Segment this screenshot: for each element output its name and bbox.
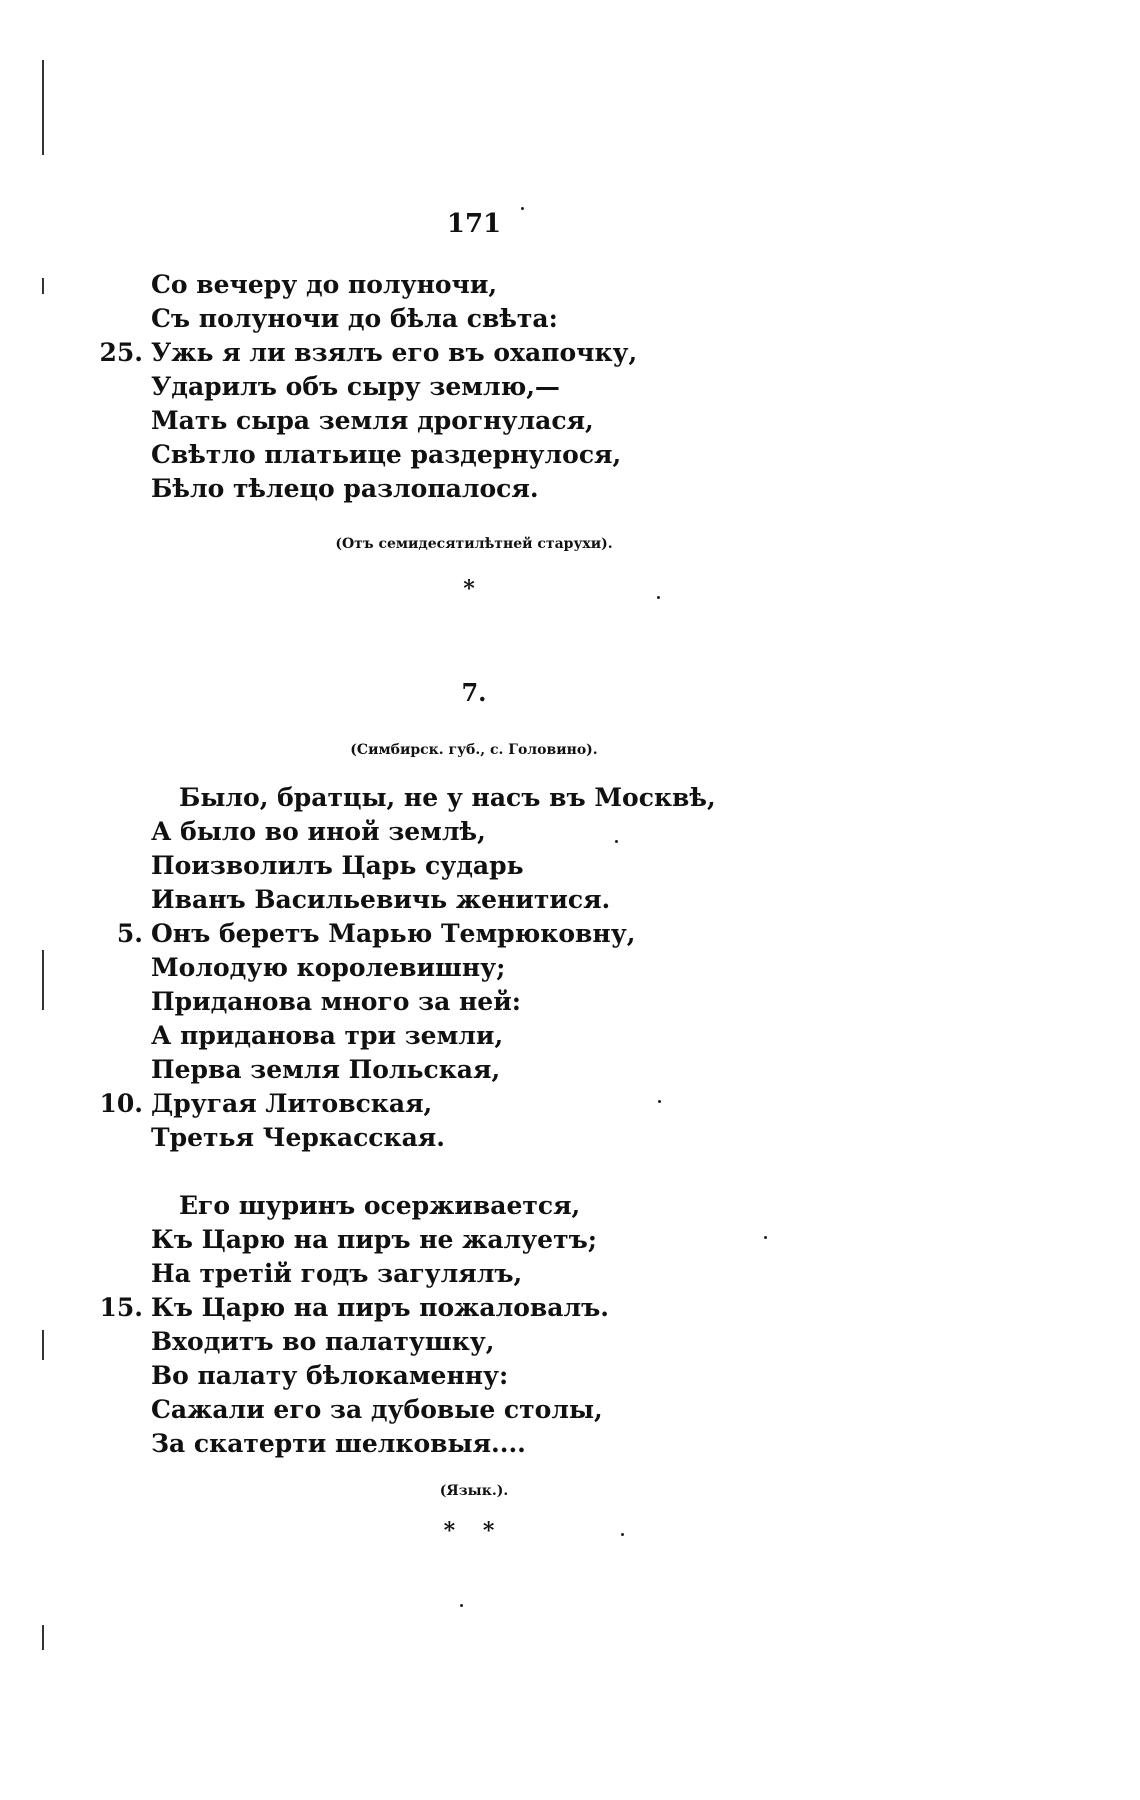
verse-line bbox=[151, 1053, 716, 1087]
scan-edge-line bbox=[42, 950, 44, 1010]
line-number: 15. bbox=[99, 1293, 143, 1322]
verse-line bbox=[99, 1087, 716, 1121]
scan-edge-line bbox=[42, 1330, 44, 1360]
ink-speck bbox=[764, 1236, 767, 1239]
verse-line bbox=[151, 472, 637, 506]
verse-line bbox=[151, 438, 637, 472]
section-source: (Симбирск. губ., с. Головино). bbox=[350, 742, 598, 758]
verse-line bbox=[151, 404, 637, 438]
line-number: 5. bbox=[116, 919, 143, 948]
verse-line bbox=[151, 1427, 609, 1461]
verse-line bbox=[151, 1121, 716, 1155]
source-note: (Язык.). bbox=[439, 1483, 509, 1499]
scan-edge-line bbox=[42, 1625, 44, 1650]
verse-text: Сажали его за дубовые столы, bbox=[151, 1395, 603, 1424]
verse-line bbox=[151, 1393, 609, 1427]
verse-text: Входитъ во палатушку, bbox=[151, 1327, 495, 1356]
verse-text: Къ Царю на пиръ пожаловалъ. bbox=[151, 1293, 609, 1322]
verse-text: Было, братцы, не у насъ въ Москвѣ, bbox=[179, 783, 716, 812]
verse-line bbox=[151, 1325, 609, 1359]
verse-line bbox=[151, 302, 637, 336]
verse-line bbox=[151, 268, 637, 302]
verse-line bbox=[99, 1291, 609, 1325]
verse-text: Ужь я ли взялъ его въ охапочку, bbox=[151, 338, 638, 367]
verse-text: Приданова много за ней: bbox=[151, 987, 521, 1016]
verse-text: На третій годъ загулялъ, bbox=[151, 1259, 523, 1288]
page-number: 171 bbox=[446, 209, 502, 239]
scan-edge-line bbox=[42, 278, 44, 294]
separator-asterisk: * bbox=[463, 576, 485, 602]
verse-text: Къ Царю на пиръ не жалуетъ; bbox=[151, 1225, 597, 1254]
verse-block-3 bbox=[99, 1189, 609, 1461]
verse-line bbox=[116, 917, 716, 951]
scan-edge-line bbox=[42, 60, 44, 155]
verse-line bbox=[151, 883, 716, 917]
verse-text: Иванъ Васильевичь женитися. bbox=[151, 885, 611, 914]
verse-block-2 bbox=[99, 781, 716, 1155]
verse-text: Другая Литовская, bbox=[151, 1089, 433, 1118]
verse-line bbox=[151, 1359, 609, 1393]
ink-speck bbox=[460, 1604, 463, 1607]
verse-text: Перва земля Польская, bbox=[151, 1055, 501, 1084]
verse-line bbox=[151, 951, 716, 985]
verse-line bbox=[151, 985, 716, 1019]
verse-line bbox=[151, 1257, 609, 1291]
verse-line bbox=[151, 1019, 716, 1053]
verse-text: Поизволилъ Царь сударь bbox=[151, 851, 524, 880]
verse-text: Бѣло тѣлецо разлопалося. bbox=[151, 474, 539, 503]
verse-text: За скатерти шелковыя.... bbox=[151, 1429, 526, 1458]
verse-line bbox=[151, 370, 637, 404]
verse-text: А приданова три земли, bbox=[151, 1021, 504, 1050]
verse-line bbox=[151, 781, 716, 815]
verse-text: Молодую королевишну; bbox=[151, 953, 506, 982]
verse-line bbox=[151, 1223, 609, 1257]
verse-line bbox=[151, 1189, 609, 1223]
verse-line bbox=[151, 849, 716, 883]
line-number: 25. bbox=[99, 338, 143, 367]
line-number: 10. bbox=[99, 1089, 143, 1118]
verse-line bbox=[151, 815, 716, 849]
verse-text: Третья Черкасская. bbox=[151, 1123, 445, 1152]
verse-text: Съ полуночи до бѣла свѣта: bbox=[151, 304, 558, 333]
verse-line bbox=[99, 336, 638, 370]
verse-block-1 bbox=[99, 268, 638, 506]
verse-text: Свѣтло платьице раздернулося, bbox=[151, 440, 622, 469]
section-number: 7. bbox=[461, 678, 487, 707]
verse-text: Ударилъ объ сыру землю,— bbox=[151, 372, 560, 401]
verse-text: А было во иной землѣ, bbox=[151, 817, 486, 846]
verse-text: Его шуринъ осерживается, bbox=[179, 1191, 581, 1220]
source-note: (Отъ семидесятилѣтней старухи). bbox=[335, 536, 613, 552]
verse-text: Во палату бѣлокаменну: bbox=[151, 1361, 509, 1390]
verse-text: Мать сыра земля дрогнулася, bbox=[151, 406, 594, 435]
separator-asterisks: * * bbox=[443, 1518, 505, 1544]
verse-text: Со вечеру до полуночи, bbox=[151, 270, 498, 299]
verse-text: Онъ беретъ Марью Темрюковну, bbox=[151, 919, 636, 948]
